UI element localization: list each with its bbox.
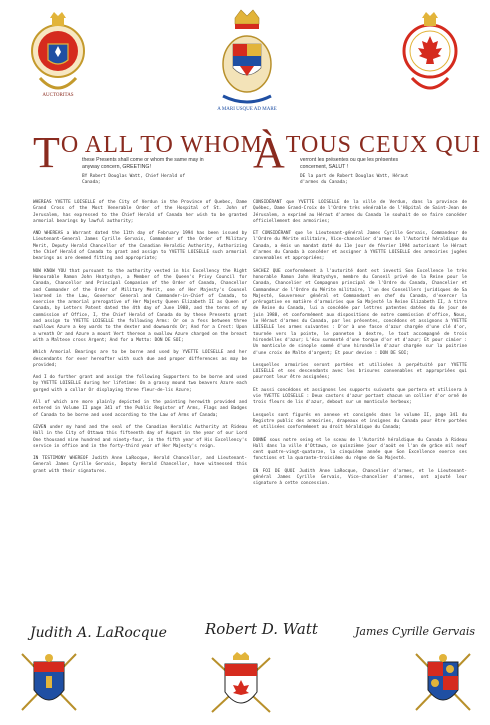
byline-english <box>82 174 185 187</box>
title-text: TOUS CEUX QUI <box>285 132 482 158</box>
royal-arms-of-canada-icon <box>213 4 281 126</box>
paragraph: ET CONSIDÉRANT que le Lieutenant-général James Cyrille Gervais, Commandeur de l'Ordre du Mérite militaire, Vice-chancelier d'armes de l'Autorité héraldique du Canada, a émis un mandat daté du 11e jour de février 1994 autorisant le Héraut d'armes du Canada à concéder et assigner à YVETTE LOISELLE des armoiries jugées convenables et appropriées; <box>253 231 467 262</box>
title-drop-cap: À <box>253 128 286 177</box>
paragraph: DONNÉ sous notre seing et le sceau de l'Autorité héraldique du Canada à Rideau Hall dans la ville d'Ottawa, ce quinzième jour d'août en l'an de grâce mil neuf cent quatre-vingt-quatorze, la cinquième année que Son Excellence exerce ses fonctions et la quarante-troisième du règne de Sa Majesté. <box>253 437 467 462</box>
subtitle-english <box>82 157 204 171</box>
paragraph: Lesquels sont figurés en annexe et consignés dans le volume II, page 341 du Registre public des armoiries, drapeaux et insignes du Canada pour être portées et utilisées conformément au droit héraldique du Canada; <box>253 412 467 431</box>
paragraph: Which Armorial Bearings are to be borne and used by YVETTE LOISELLE and her descendants for ever hereafter with such due and proper differences as may be provided; <box>33 350 247 368</box>
title-drop-cap: T <box>33 128 61 177</box>
signature-text: Robert D. Watt <box>205 620 318 638</box>
shield-right-icon <box>412 650 474 725</box>
paragraph: And I do further grant and assign the following Supporters to be borne and used by YVETTE LOISELLE during her lifetime: On a grassy mound two beavers Azure each gorged with a collar Or displaying three fleur-de-lis Azure; <box>33 375 247 393</box>
signature-text: James Cyrille Gervais <box>355 625 475 638</box>
paragraph: Lesquelles armoiries seront portées et utilisées à perpétuité par YVETTE LOISELLE et ses descendants avec les brisures convenables et appropriées qui pourront leur être assignées; <box>253 362 467 381</box>
byline-line: BY Robert Douglas Watt, Chief Herald of <box>82 174 186 179</box>
paragraph: WHEREAS YVETTE LOISELLE of the City of Verdun in the Province of Quebec, Dame Grand Cross of the Most Venerable Order of the Hospital of St. John of Jerusalem, has expressed to the Chief Herald of Canada her wish to be granted armorial bearings by lawful authority; <box>33 200 247 224</box>
subtitle-line: verront les présentes ou que les présentes <box>300 157 399 163</box>
byline-line: d'armes du Canada; <box>300 180 348 186</box>
byline-line: Canada; <box>82 180 101 186</box>
signature-right <box>355 625 475 638</box>
subtitle-french <box>300 157 398 171</box>
paragraph: CONSIDÉRANT que YVETTE LOISELLE de la ville de Verdun, dans la province de Québec, Dame Grand-Croix de l'Ordre très vénérable de l'Hôpital de Saint-Jean de Jérusalem, a exprimé au Héraut d'armes du Canada le souhait de se faire concéder officiellement des armoiries; <box>253 200 467 224</box>
shield-left-icon <box>18 650 80 725</box>
svg-text:A MARI USQUE AD MARE: A MARI USQUE AD MARE <box>217 107 277 112</box>
paragraph: AND WHEREAS a Warrant dated the 11th day of February 1994 has been issued by Lieutenant-General James Cyrille Gervais, Commander of the Order of Military Merit, Deputy Herald Chancellor of the Canadian Heraldic Authority, Authorizing the Chief Herald of Canada to grant and assign to YVETTE LOISELLE such armorial bearings as are deemed fitting and appropriate; <box>33 231 247 262</box>
signature-center <box>205 620 318 638</box>
subtitle-line: concernent, SALUT ! <box>300 164 349 170</box>
subtitle-line: anyway concern, GREETING! <box>82 164 151 170</box>
paragraph: IN TESTIMONY WHEREOF Judith Anne LaRocque, Herald Chancellor, and Lieutenant-General James Cyrille Gervais, Deputy Herald Chancellor, have witnessed this grant with their signatures. <box>33 456 247 474</box>
paragraph: EN FOI DE QUOI Judith Anne LaRocque, Chancelier d'armes, et le Lieutenant-général James Cyrille Gervais, Vice-chancelier d'armes, ont ajouté leur signature à cette concession. <box>253 468 467 487</box>
title-text: O ALL TO WHOM <box>60 132 264 158</box>
byline-french <box>300 174 408 187</box>
byline-line: DE la part de Robert Douglas Watt, Héraut <box>300 174 409 179</box>
paragraph: All of which are more plainly depicted in the painting herewith provided and entered in Volume II page 341 of the Public Register of Arms, Flags and Badges of Canada to be borne and used according to the Law of Arms of Canada; <box>33 400 247 418</box>
svg-text:AUCTORITAS: AUCTORITAS <box>42 93 74 98</box>
paragraph: Et aussi concédons et assignons les supports suivants que portera et utilisera à vie YVETTE LOISELLE : Deux castors d'azur portant chacun un collier d'or orné de trois fleurs de lis d'azur, debout sur un monticule herbeux; <box>253 387 467 406</box>
heraldic-authority-emblem-icon <box>26 6 90 130</box>
canada-flag-badge-icon <box>398 6 462 130</box>
paragraph: GIVEN under my hand and the seal of the Canadian Heraldic Authority at Rideau Hall in the City of Ottawa this fifteenth day of August in the year of our Lord One thousand nine hundred and ninety-four, in the fifth year of His Excellency's service in office and in the forty-third year of Her Majesty's reign. <box>33 424 247 449</box>
signature-text: Judith A. LaRocque <box>30 625 167 641</box>
shield-center-icon <box>208 650 274 725</box>
paragraph: SACHEZ QUE conformément à l'autorité dont est investi Son Excellence le très honorable Ramon John Hnatyshyn, membre du Conseil privé de la Reine pour le Canada, Chancelier et Compagnon principal de l'Ordre du Canada, Chancelier et Commandeur de l'Ordre du Mérite militaire, l'un des Conseillers juridiques de Sa Majesté, Gouverneur général et Commandant en chef du Canada, d'exercer la prérogative en matière d'armoiries que Sa Majesté la Reine Elizabeth II, à titre de Reine du Canada, lui a concédée par lettres patentes datées du 4e jour de juin 1988, et conformément aux dispositions de notre commission d'office, Nous, le Héraut d'armes du Canada, par les présentes, concédons et assignons à YVETTE LOISELLE les armes suivantes : D'or à une fasce d'azur chargée d'une clé d'or, tournée vers la pointe, le panneton à dextre, le tout accompagné de trois hirondelles d'azur; L'écu surmonté d'une torque d'or et d'azur; Et pour cimier : Un monticule de sinople sommé d'une hirondelle d'azur chargée sur la poitrine d'une croix de Malte d'argent; Et pour devise : DON DE SOI; <box>253 268 467 356</box>
english-text-column <box>33 200 247 481</box>
signature-left <box>30 625 167 641</box>
french-text-column <box>253 200 467 494</box>
paragraph: NOW KNOW YOU that pursuant to the authority vested in his Excellency the Right Honourable Ramon John Hnatyshyn, a Member of the Queen's Privy Council for Canada, Chancellor and Principal Companion of the Order of Canada, Chancellor and Commander of the Order of Military Merit, one of Her Majesty's Counsel learned in the Law, Governor General and Commander-in-Chief of Canada, to exercise the armorial prerogative of Her Majesty Queen Elizabeth II as Queen of Canada, by Letters Patent dated the 4th day of June 1988, and the terms of my commission of Office, I, the Chief Herald of Canada do by these Presents grant and assign to YVETTE LOISELLE the following Arms: Or on a fess between three swallows Azure a key wards to the dexter and downwards Or; And for a Crest: Upon a wreath Or and Azure a mount Vert thereon a swallow Azure charged on the breast with a Maltese cross Argent; And for a Motto: DON DE SOI; <box>33 268 247 343</box>
subtitle-line: these Presents shall come or whom the same may in <box>82 157 204 163</box>
